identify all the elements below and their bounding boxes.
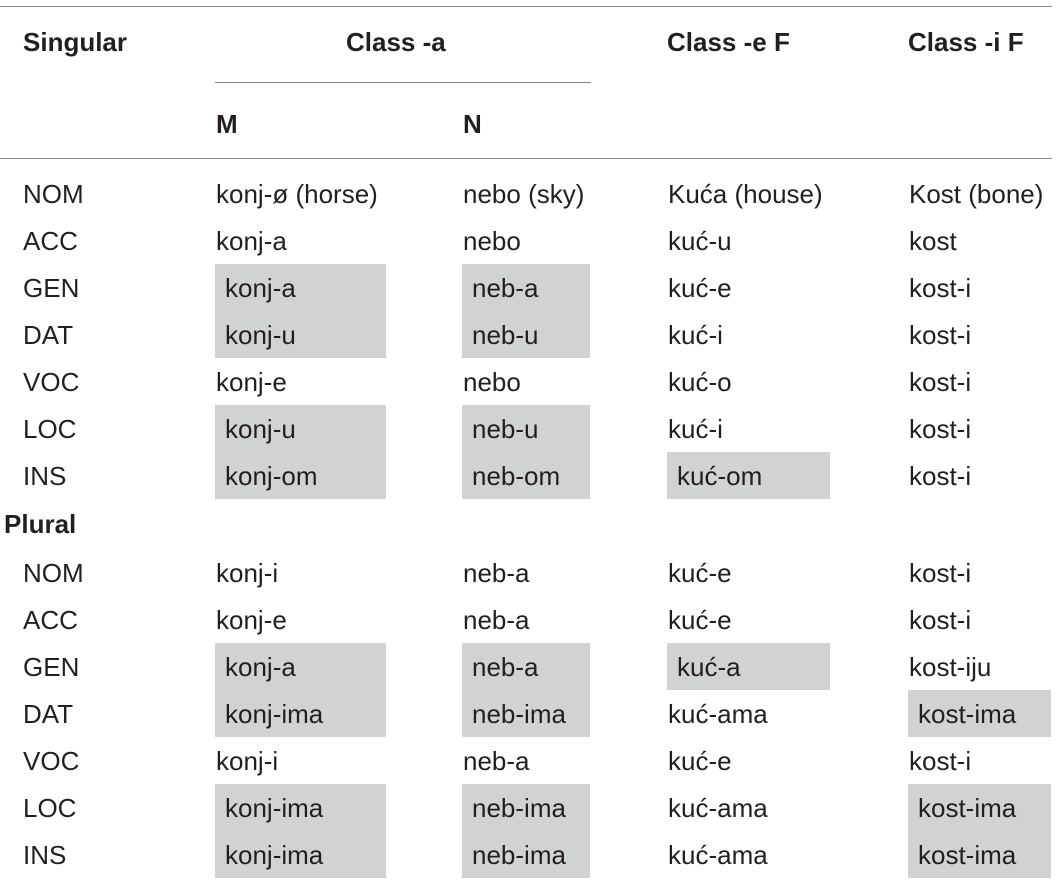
- cell-i: kost: [909, 226, 957, 256]
- cell-n: nebo: [463, 367, 521, 397]
- cell-m: konj-i: [216, 558, 279, 588]
- case-label: ACC: [23, 605, 78, 635]
- cell-i: kost-i: [909, 367, 972, 397]
- cell-i: kost-i: [909, 461, 972, 491]
- cell-e: kuć-om: [677, 461, 763, 491]
- cell-n: nebo: [463, 226, 521, 256]
- case-label: GEN: [23, 652, 80, 682]
- case-label: VOC: [23, 746, 80, 776]
- cell-m: konj-u: [225, 320, 296, 350]
- class-a-underline: [215, 82, 591, 83]
- cell-m: konj-u: [225, 414, 296, 444]
- cell-e: Kuća (house): [668, 179, 823, 209]
- cell-i: kost-iju: [909, 652, 992, 682]
- case-label: NOM: [23, 179, 84, 209]
- cell-n: neb-u: [472, 320, 539, 350]
- case-label: GEN: [23, 273, 80, 303]
- cell-m: konj-i: [216, 746, 279, 776]
- header-bottom-rule: [0, 158, 1052, 159]
- cell-m: konj-e: [216, 605, 287, 635]
- header-class-a: Class -a: [346, 27, 446, 57]
- cell-e: kuć-o: [668, 367, 732, 397]
- cell-e: kuć-i: [668, 320, 723, 350]
- cell-n: neb-u: [472, 414, 539, 444]
- cell-n: neb-a: [472, 273, 539, 303]
- case-label: INS: [23, 461, 67, 491]
- cell-n: neb-ima: [472, 840, 566, 870]
- cell-m: konj-ima: [225, 793, 324, 823]
- cell-i: kost-i: [909, 273, 972, 303]
- cell-m: konj-ø (horse): [216, 179, 378, 209]
- cell-n: neb-a: [463, 746, 530, 776]
- cell-m: konj-a: [225, 652, 296, 682]
- cell-i: kost-ima: [918, 840, 1017, 870]
- cell-m: konj-om: [225, 461, 318, 491]
- case-label: LOC: [23, 414, 77, 444]
- cell-e: kuć-a: [677, 652, 741, 682]
- cell-m: konj-ima: [225, 699, 324, 729]
- cell-e: kuć-ama: [668, 793, 768, 823]
- cell-i: kost-i: [909, 320, 972, 350]
- cell-m: konj-e: [216, 367, 287, 397]
- cell-e: kuć-ama: [668, 699, 768, 729]
- cell-m: konj-a: [225, 273, 296, 303]
- cell-e: kuć-e: [668, 746, 732, 776]
- case-label: DAT: [23, 699, 74, 729]
- cell-n: neb-a: [463, 558, 530, 588]
- cell-n: neb-a: [472, 652, 539, 682]
- cell-e: kuć-ama: [668, 840, 768, 870]
- case-label: VOC: [23, 367, 80, 397]
- cell-i: kost-i: [909, 558, 972, 588]
- case-label: NOM: [23, 558, 84, 588]
- cell-n: nebo (sky): [463, 179, 585, 209]
- cell-e: kuć-u: [668, 226, 732, 256]
- top-rule: [0, 6, 1052, 7]
- cell-e: kuć-e: [668, 273, 732, 303]
- cell-m: konj-ima: [225, 840, 324, 870]
- cell-n: neb-om: [472, 461, 561, 491]
- case-label: INS: [23, 840, 67, 870]
- cell-e: kuć-i: [668, 414, 723, 444]
- cell-i: kost-i: [909, 414, 972, 444]
- cell-m: konj-a: [216, 226, 287, 256]
- cell-e: kuć-e: [668, 558, 732, 588]
- cell-i: kost-ima: [918, 793, 1017, 823]
- header-m: M: [216, 109, 238, 139]
- cell-i: Kost (bone): [909, 179, 1044, 209]
- case-label: DAT: [23, 320, 74, 350]
- plural-label: Plural: [4, 509, 77, 539]
- case-label: ACC: [23, 226, 78, 256]
- header-n: N: [463, 109, 482, 139]
- cell-e: kuć-e: [668, 605, 732, 635]
- cell-n: neb-ima: [472, 699, 566, 729]
- case-label: LOC: [23, 793, 77, 823]
- header-class-e: Class -e F: [667, 27, 790, 57]
- cell-i: kost-ima: [918, 699, 1017, 729]
- header-singular: Singular: [23, 27, 128, 57]
- header-class-i: Class -i F: [908, 27, 1024, 57]
- cell-n: neb-ima: [472, 793, 566, 823]
- cell-n: neb-a: [463, 605, 530, 635]
- cell-i: kost-i: [909, 605, 972, 635]
- cell-i: kost-i: [909, 746, 972, 776]
